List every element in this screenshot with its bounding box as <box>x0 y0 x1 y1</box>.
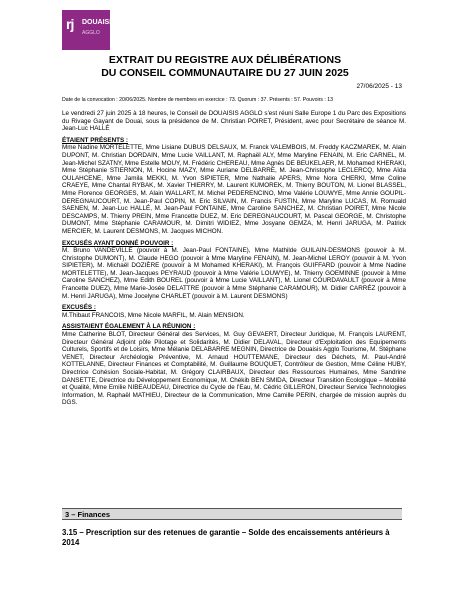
document-body <box>62 110 406 411</box>
logo-mark-icon: rj <box>66 16 74 32</box>
assistaient-list: Mme Catherine BLOT, Directeur Général des Services, M. Guy GEVAERT, Directeur Juridique, M. François LAURENT, Directeur Général Adjoint pôle Pilotage et Solidarités, M. Didier DELAVAL, Directeur d'Exploitation des Equipements Culturels, Sportifs et de Loisirs, Mme Mélanie DELABARRE MEGNIN, Directrice de Douaisis Agglo Tourisme, M. Stéphane VENET, Directeur Archéologie Préventive, M. Arnaud HOUTTEMANE, Directeur des Déchets, M. Paul-André KOTTELANNE, Directeur Finances et Comptabilité, M. Guillaume BOUQUET, Contrôleur de Gestion, Mme Céline HUBY, Directrice Cohésion Sociale-Habitat, M. Grégory CLAIRBAUX, Directeur des Ressources Humaines, Mme Sandrine DANSETTE, Directrice du Développement Economique, M. Chékib BEN SMIDA, Directeur Transition Ecologique – Mobilité et Qualité, Mme Emilie NIBEAUDEAU, Directrice du Cycle de l'Eau, M. Cédric GILLERON, Directeur Service Technologies Information, M. Raphaël MATHIEU, Directeur de la Communication, Mme Camille PERIN, chargée de mission auprès du DGS. <box>62 331 406 407</box>
document-title-line-1: EXTRAIT DU REGISTRE AUX DÉLIBÉRATIONS <box>108 54 342 66</box>
excuses-list: M.Thibaut FRANCOIS, Mme Nicole MARFIL, M. Alain MENSION. <box>62 311 245 319</box>
logo-sub: AGGLO <box>82 30 100 36</box>
section-bar-finances: 3 – Finances <box>62 508 402 520</box>
agenda-item-title: 3.15 – Prescription sur des retenues de garantie – Solde des encaissements antérieurs à 2014 <box>62 528 390 547</box>
douaisis-agglo-logo <box>62 10 116 50</box>
presents-heading: ÉTAIENT PRÉSENTS : <box>62 136 129 144</box>
excuses-heading: EXCUSÉS : <box>62 304 96 312</box>
excuses-pouvoir-heading: EXCUSÉS AYANT DONNÉ POUVOIR : <box>62 239 174 247</box>
presents-list: Mme Nadine MORTELETTE, Mme Lisiane DUBUS DELSAUX, M. Franck VALEMBOIS, M. Freddy KACZMAREK, M. Alain DUPONT, M. Christian DORDAIN, Mme Lucie VAILLANT, M. Raphaël ALY, Mme Maryline FENAIN, M. Eric CARNEL, M. Jean-Michel SZATNY, Mme Estelle MOUY, M. Frédéric CHEREAU, Mme Agnès DE BEUKELAER, M. Mohamed KHERAKI, Mme Stéphanie STIERNON, M. Hocine MAZY, Mme Auriane DELBARRE, M. Jean-Christophe LECLERCQ, Mme Aïda OULAHCENE, Mme Jamila MEKKI, M. Yvon SIPIETER, Mme Nathalie APERS, Mme Nora CHERKI, Mme Coline CRAEYE, Mme Chantal RYBAK, M. Xavier THIERRY, M. Laurent KUMOREK, M. Thierry BOUTON, M. Lionel BLASSEL, Mme Florence GEORGES, M. Alain WALLART, M. Michel PEDERENCINO, Mme Valérie LOUWYE, Mme Annie GOUPIL-DEREGNAUCOURT, M. Jean-Paul COPIN, M. Eric SILVAIN, M. Francis FUSTIN, Mme Maryline LUCAS, M. Romuald SAENEN, M. Jean-Luc HALLÉ, M. Jean-Paul FONTAINE, Mme Caroline SANCHEZ, M. Christian POIRET, Mme Nicole DESCAMPS, M. Thierry PREIN, Mme Francette DUEZ, M. Eric DEREGNAUCOURT, M. Pascal GEORGE, M. Christophe DUMONT, Mme Stéphanie CARAMOUR, M. Dimitri WIDIEZ, Mme Josyane GEMZA, M. Henri JARUGA, M. Patrick MERCIER, M. Laurent DESMONS, M. Jacques MICHON. <box>62 144 406 235</box>
document-title-line-2: DU CONSEIL COMMUNAUTAIRE DU 27 JUIN 2025 <box>101 67 349 79</box>
logo-name: DOUAISIS <box>82 19 116 26</box>
deliberation-reference: 27/06/2025 - 13 <box>356 83 402 90</box>
convocation-meta: Date de la convocation : 20/06/2025. Nombre de membres en exercice : 73. Quorum : 37. Présents : 57. Pouvoirs : 13 <box>62 97 334 103</box>
excuses-pouvoir-list: M. Bruno VANDEVILLE (pouvoir à M. Jean-Paul FONTAINE), Mme Mathilde GUILAIN-DESMONS (pouvoir à M. Christophe DUMONT), M. Claude HEGO (pouvoir à Mme Maryline FENAIN), M. Jean-Michel LEROY (pouvoir à M. Yvon SIPIETER), M. Michaël DOZIÈRE (pouvoir à M Mohamed KHERAKI), M. François GUIFFARD (pouvoir à Mme Nadine MORTELETTE), M. Jean-Jacques PEYRAUD (pouvoir à Mme Valérie LOUWYE), M. Thierry GOEMINNE (pouvoir à Mme Caroline SANCHEZ), Mme Edith BOUREL (pouvoir à Mme Lucie VAILLANT), M. Lionel COURDAVAULT (pouvoir à Mme Francette DUEZ), Mme Marie-Josée DELATTRE (pouvoir à Mme Stéphanie CARAMOUR), M. Didier CARRÉZ (pouvoir à M. Henri JARUGA), Mme Jocelyne CHARLET (pouvoir à M. Laurent DESMONS) <box>62 247 406 300</box>
intro-paragraph: Le vendredi 27 juin 2025 à 18 heures, le Conseil de DOUAISIS AGGLO s'est réuni Salle Europe 1 du Parc des Expositions du Rivage Gayant de Douai, sous la présidence de M. Christian POIRET, Président, avec pour Secrétaire de séance M. Jean-Luc HALLÉ <box>62 110 406 133</box>
assistaient-heading: ASSISTAIENT ÉGALEMENT À LA RÉUNION : <box>62 323 196 331</box>
